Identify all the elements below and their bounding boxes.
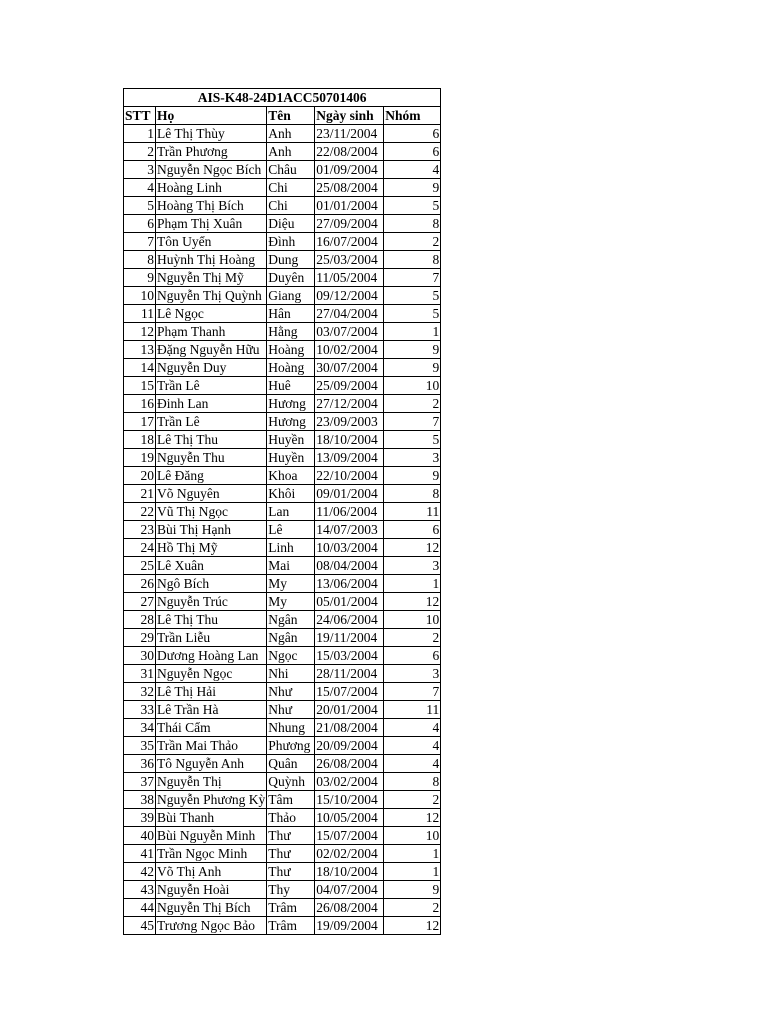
- cell-dob: 25/08/2004: [315, 179, 384, 197]
- cell-group: 3: [384, 557, 441, 575]
- table-row: [124, 737, 441, 755]
- table-row: [124, 161, 441, 179]
- table-row: [124, 791, 441, 809]
- cell-dob: 01/01/2004: [315, 197, 384, 215]
- cell-ten: Hoàng: [267, 341, 315, 359]
- cell-ho: Nguyễn Thu: [156, 449, 267, 467]
- cell-ten: Hoàng: [267, 359, 315, 377]
- cell-ten: Chi: [267, 179, 315, 197]
- cell-ho: Trương Ngọc Bảo: [156, 917, 267, 935]
- cell-group: 10: [384, 611, 441, 629]
- cell-stt: 26: [124, 575, 156, 593]
- cell-group: 6: [384, 143, 441, 161]
- cell-group: 10: [384, 377, 441, 395]
- cell-ten: Khôi: [267, 485, 315, 503]
- cell-group: 8: [384, 215, 441, 233]
- table-row: [124, 431, 441, 449]
- cell-dob: 09/01/2004: [315, 485, 384, 503]
- cell-dob: 10/02/2004: [315, 341, 384, 359]
- cell-dob: 11/06/2004: [315, 503, 384, 521]
- cell-ho: Trần Lê: [156, 377, 267, 395]
- cell-dob: 25/03/2004: [315, 251, 384, 269]
- cell-group: 9: [384, 881, 441, 899]
- cell-ho: Nguyễn Trúc: [156, 593, 267, 611]
- cell-ho: Hoàng Linh: [156, 179, 267, 197]
- cell-stt: 27: [124, 593, 156, 611]
- table-row: [124, 827, 441, 845]
- cell-ten: Khoa: [267, 467, 315, 485]
- cell-ten: Huê: [267, 377, 315, 395]
- table-row: [124, 125, 441, 143]
- cell-dob: 03/02/2004: [315, 773, 384, 791]
- cell-stt: 13: [124, 341, 156, 359]
- table-row: [124, 287, 441, 305]
- cell-group: 8: [384, 773, 441, 791]
- cell-dob: 02/02/2004: [315, 845, 384, 863]
- cell-stt: 11: [124, 305, 156, 323]
- cell-dob: 13/06/2004: [315, 575, 384, 593]
- cell-ten: Lê: [267, 521, 315, 539]
- table-row: [124, 881, 441, 899]
- cell-group: 5: [384, 197, 441, 215]
- table-row: [124, 863, 441, 881]
- table-row: [124, 413, 441, 431]
- table-row: [124, 719, 441, 737]
- title-row: [124, 89, 441, 107]
- cell-stt: 30: [124, 647, 156, 665]
- cell-ho: Nguyễn Thị: [156, 773, 267, 791]
- table-row: [124, 629, 441, 647]
- cell-stt: 40: [124, 827, 156, 845]
- cell-ho: Đinh Lan: [156, 395, 267, 413]
- cell-dob: 19/11/2004: [315, 629, 384, 647]
- cell-group: 5: [384, 287, 441, 305]
- cell-ho: Nguyễn Hoài: [156, 881, 267, 899]
- cell-dob: 27/12/2004: [315, 395, 384, 413]
- cell-group: 9: [384, 341, 441, 359]
- cell-group: 4: [384, 755, 441, 773]
- cell-stt: 32: [124, 683, 156, 701]
- table-row: [124, 323, 441, 341]
- cell-stt: 29: [124, 629, 156, 647]
- cell-ten: Thảo: [267, 809, 315, 827]
- cell-ten: Phương: [267, 737, 315, 755]
- cell-ho: Dương Hoàng Lan: [156, 647, 267, 665]
- table-row: [124, 449, 441, 467]
- cell-group: 7: [384, 413, 441, 431]
- cell-dob: 15/03/2004: [315, 647, 384, 665]
- table-row: [124, 701, 441, 719]
- cell-stt: 43: [124, 881, 156, 899]
- cell-group: 7: [384, 683, 441, 701]
- cell-group: 6: [384, 647, 441, 665]
- cell-dob: 16/07/2004: [315, 233, 384, 251]
- cell-stt: 36: [124, 755, 156, 773]
- cell-dob: 20/01/2004: [315, 701, 384, 719]
- cell-dob: 10/05/2004: [315, 809, 384, 827]
- header-dob: Ngày sinh: [315, 107, 384, 125]
- cell-dob: 26/08/2004: [315, 755, 384, 773]
- cell-ten: Nhung: [267, 719, 315, 737]
- cell-stt: 2: [124, 143, 156, 161]
- cell-ho: Lê Trần Hà: [156, 701, 267, 719]
- cell-group: 4: [384, 737, 441, 755]
- cell-stt: 12: [124, 323, 156, 341]
- cell-ten: Ngân: [267, 629, 315, 647]
- cell-group: 12: [384, 917, 441, 935]
- cell-ten: Hằng: [267, 323, 315, 341]
- cell-group: 1: [384, 323, 441, 341]
- cell-ho: Lê Thị Thùy: [156, 125, 267, 143]
- cell-stt: 9: [124, 269, 156, 287]
- cell-ten: Đình: [267, 233, 315, 251]
- table-row: [124, 575, 441, 593]
- cell-ho: Huỳnh Thị Hoàng: [156, 251, 267, 269]
- cell-ten: Hương: [267, 395, 315, 413]
- cell-stt: 5: [124, 197, 156, 215]
- table-row: [124, 809, 441, 827]
- cell-ho: Nguyễn Phương Kỳ: [157, 792, 266, 807]
- cell-ten: Tâm: [267, 791, 315, 809]
- cell-stt: 39: [124, 809, 156, 827]
- cell-dob: 28/11/2004: [315, 665, 384, 683]
- cell-stt: 19: [124, 449, 156, 467]
- cell-ten: Thy: [267, 881, 315, 899]
- cell-group: 6: [384, 125, 441, 143]
- cell-ho: Trần Liễu: [156, 629, 267, 647]
- cell-ten: Giang: [267, 287, 315, 305]
- header-stt: STT: [124, 107, 156, 125]
- table-row: [124, 755, 441, 773]
- cell-ho: Hồ Thị Mỹ: [156, 539, 267, 557]
- cell-ten: Anh: [267, 143, 315, 161]
- cell-dob: 23/09/2003: [315, 413, 384, 431]
- cell-dob: 20/09/2004: [315, 737, 384, 755]
- cell-group: 2: [384, 395, 441, 413]
- cell-ten: Hương: [267, 413, 315, 431]
- cell-group: 12: [384, 593, 441, 611]
- table-row: [124, 593, 441, 611]
- cell-ho: Lê Đăng: [156, 467, 267, 485]
- cell-group: 2: [384, 629, 441, 647]
- cell-stt: 4: [124, 179, 156, 197]
- table-row: [124, 665, 441, 683]
- table-row: [124, 917, 441, 935]
- table-row: [124, 377, 441, 395]
- table-body: [124, 125, 441, 935]
- cell-ho: Thái Cẩm: [156, 719, 267, 737]
- cell-ho: Nguyễn Ngọc Bích: [156, 161, 267, 179]
- header-group: Nhóm: [384, 107, 441, 125]
- table-row: [124, 215, 441, 233]
- cell-ten: Huyền: [267, 449, 315, 467]
- cell-stt: 41: [124, 845, 156, 863]
- cell-stt: 35: [124, 737, 156, 755]
- table-row: [124, 179, 441, 197]
- cell-ten: Huyền: [267, 431, 315, 449]
- cell-group: 1: [384, 575, 441, 593]
- cell-dob: 01/09/2004: [315, 161, 384, 179]
- cell-dob: 03/07/2004: [315, 323, 384, 341]
- table-row: [124, 143, 441, 161]
- cell-stt: 34: [124, 719, 156, 737]
- cell-dob: 25/09/2004: [315, 377, 384, 395]
- cell-dob: 15/10/2004: [315, 791, 384, 809]
- table-row: [124, 611, 441, 629]
- cell-ten: Như: [267, 701, 315, 719]
- cell-dob: 21/08/2004: [315, 719, 384, 737]
- cell-stt: 6: [124, 215, 156, 233]
- table-row: [124, 359, 441, 377]
- cell-dob: 14/07/2003: [315, 521, 384, 539]
- cell-dob: 15/07/2004: [315, 827, 384, 845]
- cell-stt: 38: [124, 791, 156, 809]
- cell-group: 3: [384, 665, 441, 683]
- cell-ho: Võ Nguyên: [156, 485, 267, 503]
- header-ho: Họ: [156, 107, 267, 125]
- cell-group: 12: [384, 539, 441, 557]
- cell-group: 1: [384, 845, 441, 863]
- table-row: [124, 683, 441, 701]
- table-row: [124, 233, 441, 251]
- cell-stt: 14: [124, 359, 156, 377]
- cell-group: 9: [384, 179, 441, 197]
- cell-ten: Dung: [267, 251, 315, 269]
- header-row: [124, 107, 441, 125]
- cell-ho: Nguyễn Duy: [156, 359, 267, 377]
- cell-dob: 18/10/2004: [315, 863, 384, 881]
- cell-ho: Nguyễn Thị Bích: [156, 899, 267, 917]
- cell-group: 4: [384, 719, 441, 737]
- cell-dob: 11/05/2004: [315, 269, 384, 287]
- cell-ten: Quỳnh: [267, 773, 315, 791]
- cell-ho: Nguyễn Thị Quỳnh: [156, 287, 267, 305]
- cell-ten: Trâm: [267, 917, 315, 935]
- cell-dob: 15/07/2004: [315, 683, 384, 701]
- cell-ho: Võ Thị Anh: [156, 863, 267, 881]
- cell-ho: Vũ Thị Ngọc: [156, 503, 267, 521]
- header-ten: Tên: [267, 107, 315, 125]
- cell-dob: 30/07/2004: [315, 359, 384, 377]
- cell-stt: 16: [124, 395, 156, 413]
- cell-stt: 8: [124, 251, 156, 269]
- cell-ten: Nhi: [267, 665, 315, 683]
- cell-ho: Trần Phương: [156, 143, 267, 161]
- cell-stt: 21: [124, 485, 156, 503]
- table-row: [124, 845, 441, 863]
- cell-dob: 09/12/2004: [315, 287, 384, 305]
- table-row: [124, 503, 441, 521]
- cell-stt: 31: [124, 665, 156, 683]
- cell-stt: 37: [124, 773, 156, 791]
- cell-stt: 7: [124, 233, 156, 251]
- cell-ho: Bùi Thanh: [156, 809, 267, 827]
- cell-ho: Nguyễn Ngọc: [156, 665, 267, 683]
- cell-stt: 44: [124, 899, 156, 917]
- cell-stt: 25: [124, 557, 156, 575]
- cell-stt: 18: [124, 431, 156, 449]
- cell-ten: Linh: [267, 539, 315, 557]
- cell-ho: Lê Ngọc: [156, 305, 267, 323]
- table-row: [124, 485, 441, 503]
- cell-group: 11: [384, 701, 441, 719]
- cell-group: 2: [384, 791, 441, 809]
- cell-dob: 18/10/2004: [315, 431, 384, 449]
- cell-ten: Quân: [267, 755, 315, 773]
- cell-stt: 10: [124, 287, 156, 305]
- cell-ho: Tô Nguyễn Anh: [156, 755, 267, 773]
- cell-ho: Trần Ngọc Minh: [156, 845, 267, 863]
- cell-ten: Ngân: [267, 611, 315, 629]
- table-row: [124, 773, 441, 791]
- cell-group: 8: [384, 485, 441, 503]
- cell-ten: Lan: [267, 503, 315, 521]
- cell-ten: Châu: [267, 161, 315, 179]
- cell-ho: Bùi Thị Hạnh: [156, 521, 267, 539]
- cell-ho: Ngô Bích: [156, 575, 267, 593]
- cell-group: 6: [384, 521, 441, 539]
- cell-ten: Chi: [267, 197, 315, 215]
- table-row: [124, 251, 441, 269]
- table-row: [124, 521, 441, 539]
- cell-stt: 45: [124, 917, 156, 935]
- cell-dob: 22/10/2004: [315, 467, 384, 485]
- cell-stt: 33: [124, 701, 156, 719]
- cell-dob: 05/01/2004: [315, 593, 384, 611]
- cell-ten: My: [267, 575, 315, 593]
- cell-ho: Trần Lê: [156, 413, 267, 431]
- cell-stt: 3: [124, 161, 156, 179]
- cell-stt: 17: [124, 413, 156, 431]
- cell-ten: Thư: [267, 863, 315, 881]
- cell-group: 11: [384, 503, 441, 521]
- cell-ho: Nguyễn Thị Mỹ: [156, 269, 267, 287]
- cell-group: 9: [384, 467, 441, 485]
- cell-stt: 42: [124, 863, 156, 881]
- cell-ho: Tôn Uyển: [156, 233, 267, 251]
- cell-ho: Lê Thị Hải: [156, 683, 267, 701]
- cell-group: 3: [384, 449, 441, 467]
- cell-dob: 22/08/2004: [315, 143, 384, 161]
- cell-ten: Thư: [267, 827, 315, 845]
- cell-group: 2: [384, 233, 441, 251]
- cell-group: 9: [384, 359, 441, 377]
- cell-group: 7: [384, 269, 441, 287]
- table-row: [124, 647, 441, 665]
- cell-stt: 23: [124, 521, 156, 539]
- cell-dob: 27/04/2004: [315, 305, 384, 323]
- cell-ten: My: [267, 593, 315, 611]
- table-row: [124, 899, 441, 917]
- table-row: [124, 395, 441, 413]
- table-row: [124, 341, 441, 359]
- cell-ten: Như: [267, 683, 315, 701]
- cell-ho: Bùi Nguyễn Minh: [156, 827, 267, 845]
- cell-ho: Trần Mai Thảo: [156, 737, 267, 755]
- cell-ho: Phạm Thanh: [156, 323, 267, 341]
- cell-dob: 27/09/2004: [315, 215, 384, 233]
- cell-group: 5: [384, 431, 441, 449]
- cell-group: 4: [384, 161, 441, 179]
- cell-group: 5: [384, 305, 441, 323]
- cell-ten: Thư: [267, 845, 315, 863]
- cell-dob: 10/03/2004: [315, 539, 384, 557]
- cell-ten: Ngọc: [267, 647, 315, 665]
- cell-dob: 08/04/2004: [315, 557, 384, 575]
- cell-dob: 19/09/2004: [315, 917, 384, 935]
- cell-ho: Lê Xuân: [156, 557, 267, 575]
- cell-dob: 24/06/2004: [315, 611, 384, 629]
- cell-stt: 28: [124, 611, 156, 629]
- cell-group: 12: [384, 809, 441, 827]
- cell-dob: 13/09/2004: [315, 449, 384, 467]
- cell-stt: 24: [124, 539, 156, 557]
- cell-ten: Duyên: [267, 269, 315, 287]
- student-list-table: [123, 88, 441, 935]
- cell-ten: Diệu: [267, 215, 315, 233]
- table-row: [124, 305, 441, 323]
- cell-group: 2: [384, 899, 441, 917]
- cell-ten: Anh: [267, 125, 315, 143]
- cell-stt: 1: [124, 125, 156, 143]
- table-row: [124, 269, 441, 287]
- cell-dob: 23/11/2004: [315, 125, 384, 143]
- cell-stt: 15: [124, 377, 156, 395]
- table-row: [124, 539, 441, 557]
- cell-ten: Hân: [267, 305, 315, 323]
- cell-stt: 20: [124, 467, 156, 485]
- cell-ho: Lê Thị Thu: [156, 431, 267, 449]
- table-row: [124, 467, 441, 485]
- cell-ho: Hoàng Thị Bích: [156, 197, 267, 215]
- cell-dob: 04/07/2004: [315, 881, 384, 899]
- cell-ho: Phạm Thị Xuân: [156, 215, 267, 233]
- cell-group: 8: [384, 251, 441, 269]
- sheet-title: AIS-K48-24D1ACC50701406: [124, 89, 441, 107]
- cell-ten: Mai: [267, 557, 315, 575]
- cell-stt: 22: [124, 503, 156, 521]
- cell-dob: 26/08/2004: [315, 899, 384, 917]
- cell-ho: Đặng Nguyễn Hữu: [156, 341, 267, 359]
- cell-group: 1: [384, 863, 441, 881]
- table-row: [124, 557, 441, 575]
- table-row: [124, 197, 441, 215]
- cell-ho: Lê Thị Thu: [156, 611, 267, 629]
- cell-ten: Trâm: [267, 899, 315, 917]
- cell-group: 10: [384, 827, 441, 845]
